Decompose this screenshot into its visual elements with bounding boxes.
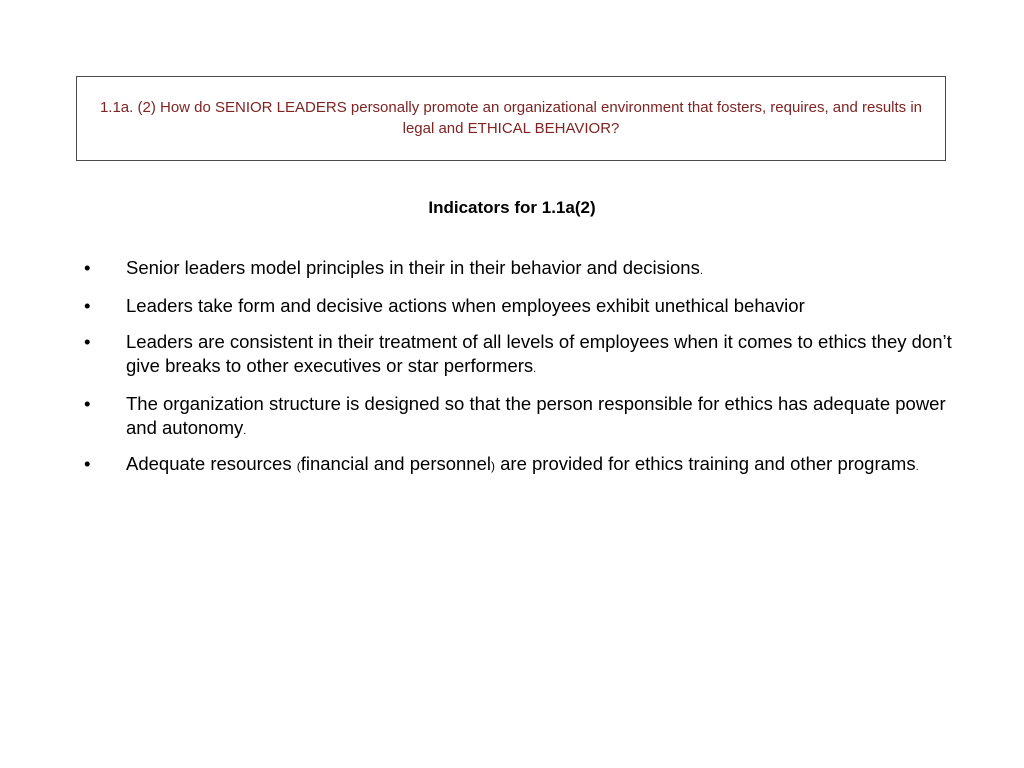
bullet-icon: • [84, 393, 91, 414]
list-item [84, 294, 954, 321]
list-item-text-before: Adequate resources [126, 453, 297, 474]
list-item-period: . [699, 265, 703, 277]
list-item-text-inner: financial and personnel [300, 453, 491, 474]
list-item-text: Senior leaders model principles in their in their behavior and decisions [126, 257, 700, 278]
slide-title: 1.1a. (2) How do SENIOR LEADERS personally promote an organizational environment that fosters, requires, and results in legal and ETHICAL BEHAVIOR? [99, 98, 923, 137]
list-item-text: The organization structure is designed so that the person responsible for ethics has adequate power and autonomy [126, 393, 946, 438]
list-item-text: Leaders take form and decisive actions when employees exhibit unethical behavior [126, 295, 805, 316]
list-item [84, 256, 954, 283]
list-item [84, 452, 954, 479]
indicators-heading: Indicators for 1.1a(2) [428, 198, 596, 217]
list-item-period: . [243, 425, 247, 437]
bullet-icon: • [84, 295, 91, 316]
bullet-icon: • [84, 331, 91, 352]
list-item-period: . [915, 461, 919, 473]
title-box [76, 76, 946, 161]
close-paren: ) [491, 459, 495, 473]
list-item [84, 330, 954, 381]
indicator-list [84, 256, 954, 479]
open-paren: ( [296, 459, 301, 473]
list-item [84, 392, 954, 443]
list-item-period: . [533, 363, 537, 375]
bullet-icon: • [84, 453, 91, 474]
list-item-text-after: are provided for ethics training and other programs [495, 453, 916, 474]
list-item-text: Leaders are consistent in their treatment of all levels of employees when it comes to ethics they don’t give breaks to other executives or star performers [126, 331, 952, 376]
bullet-icon: • [84, 257, 91, 278]
